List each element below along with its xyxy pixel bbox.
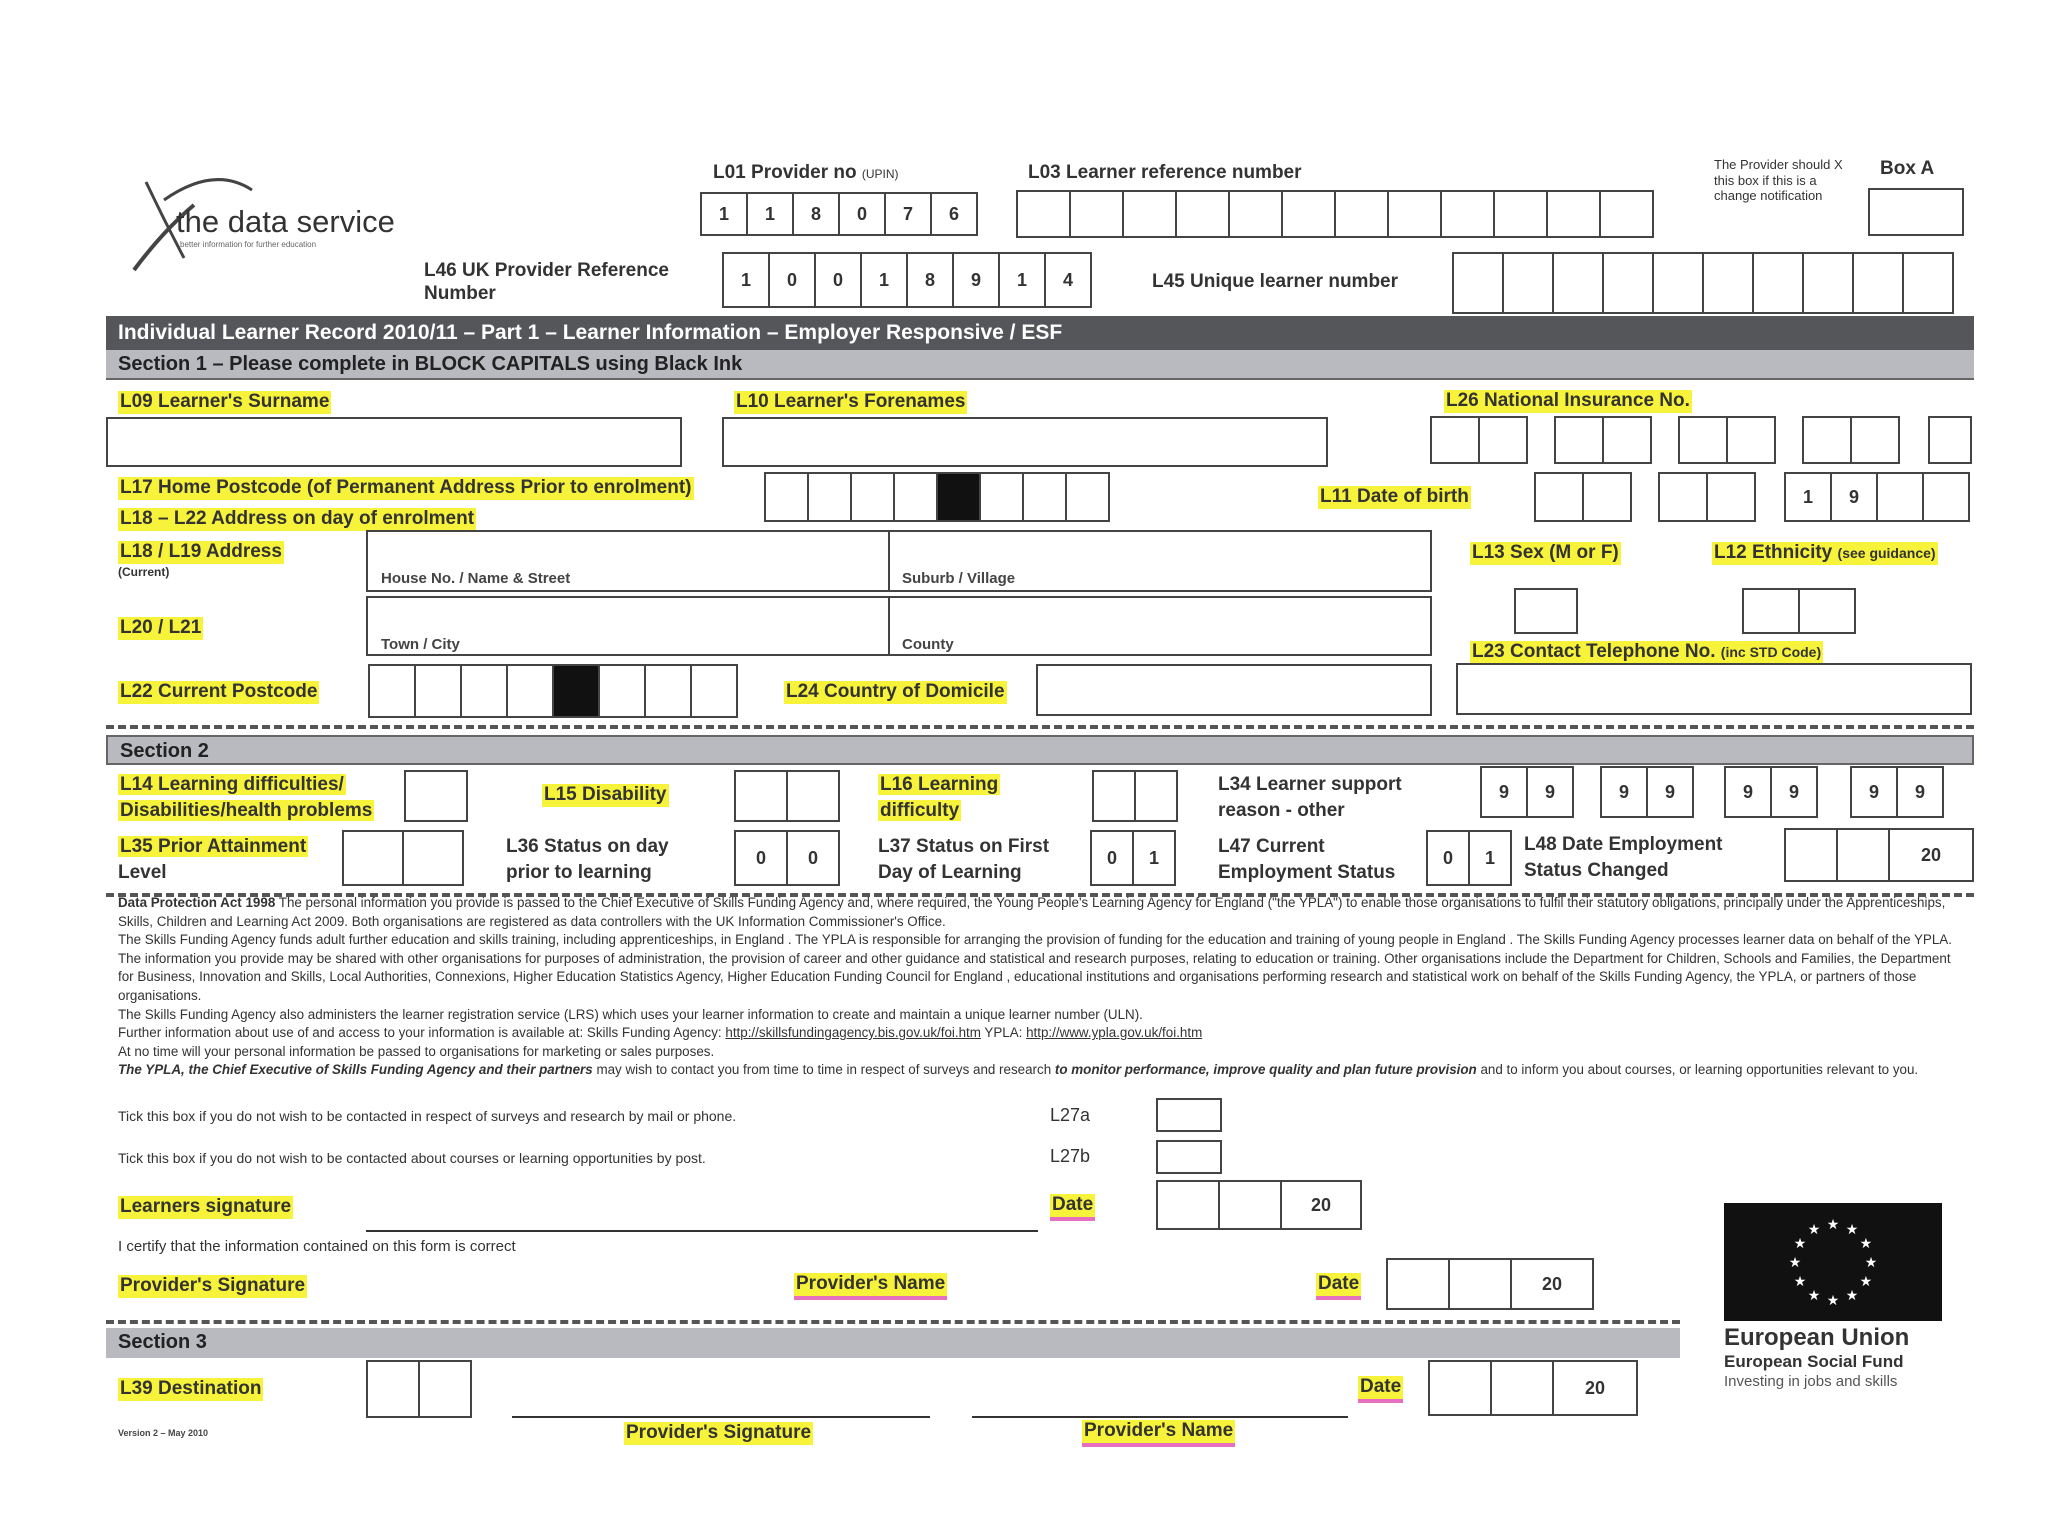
l46-label: L46 UK Provider Reference Number [424,260,669,304]
l27b-checkbox[interactable] [1156,1140,1222,1174]
l48-cell[interactable]: 20 [1888,828,1974,882]
l34d-cell[interactable]: 9 [1896,766,1944,818]
l34-boxes-4[interactable] [1850,766,1944,818]
l20-21-label: L20 / L21 [120,617,202,638]
eu-star: ★ [1845,1221,1859,1238]
ypla-foi-link[interactable]: http://www.ypla.gov.uk/foi.htm [1026,1025,1203,1041]
dp-para-1: Data Protection Act 1998 The personal information you provide is passed to the Chief Executive of Skills Funding Agency and, where required, the Young People's Learning Agency for England ("the YPLA") to enable those organisations to fulfil their statutory obligations, principally under the Apprenticeships, Skills, Children and Learning Act 2009. Both organisations are registered as data controllers with the UK Information Commissioner's Office. [118,895,1946,929]
l47-boxes[interactable] [1426,830,1512,886]
l03-learner-ref-boxes [1016,190,1654,238]
l39-label: L39 Destination [120,1378,262,1399]
l46-ukprn-boxes [722,252,1092,308]
l45-cell[interactable] [1802,252,1854,314]
l09-label: L09 Learner's Surname [120,391,330,412]
data-protection-text [118,894,1954,1080]
pc2-cell[interactable] [506,664,554,718]
l35-label: L35 Prior Attainment Level [118,836,307,883]
learner-date-label: Date [1050,1194,1095,1221]
l12-label: L12 Ethnicity (see guidance) [1714,542,1936,563]
dobyear-cell[interactable]: 9 [1830,472,1878,522]
l39-boxes[interactable] [366,1360,472,1418]
l37-label: L37 Status on First Day of Learning [878,836,1050,883]
sfa-foi-link[interactable]: http://skillsfundingagency.bis.gov.uk/foi.htm [725,1025,981,1041]
logo-text: the data service [176,204,395,239]
l03-label: L03 Learner reference number [1028,162,1302,183]
l47-cell[interactable]: 1 [1468,830,1512,886]
l48-date-boxes[interactable] [1784,828,1974,882]
section3-date-boxes[interactable]: 20 [1428,1360,1638,1416]
l01-cell[interactable]: 0 [838,192,886,236]
dp-further-info: Further information about use of and access to your information is available at: Skills Funding Agency: http://skillsfundingagency.bis.gov.uk/foi.htm YPLA: http://www.ypla.gov.uk/foi.htm [118,1025,1203,1041]
l14-input[interactable] [404,770,468,822]
dobyear-cell[interactable] [1876,472,1924,522]
l15-label: L15 Disability [544,784,667,805]
section3-date-label: Date [1358,1376,1403,1403]
l46-cell[interactable]: 4 [1044,252,1092,308]
current-postcode-boxes[interactable] [368,664,738,718]
eu-star: ★ [1793,1273,1807,1289]
pc1-cell[interactable] [807,472,852,522]
l46-cell[interactable]: 0 [768,252,816,308]
l47-label: L47 Current Employment Status [1218,836,1396,883]
dob-day-boxes[interactable] [1534,472,1632,522]
l34c-cell[interactable]: 9 [1724,766,1772,818]
l23-label: L23 Contact Telephone No. (inc STD Code) [1472,641,1822,662]
l34c-cell[interactable]: 9 [1770,766,1818,818]
tick2-text: Tick this box if you do not wish to be contacted about courses or learning opportunities by post. [118,1150,706,1166]
title-bar: Individual Learner Record 2010/11 – Part 1 – Learner Information – Employer Responsive / ESF [106,316,1974,350]
pc1-cell[interactable] [764,472,809,522]
learner-signature-label: Learners signature [120,1196,292,1217]
l45-cell[interactable] [1602,252,1654,314]
l36-boxes[interactable] [734,830,840,886]
pc2-cell[interactable] [460,664,508,718]
eu-star: ★ [1864,1254,1878,1270]
eu-stars-icon [1724,1203,1942,1321]
pc1-cell[interactable] [936,472,981,522]
l48-cell[interactable] [1836,828,1890,882]
eu-star: ★ [1845,1286,1859,1303]
l48-cell[interactable] [1784,828,1838,882]
l45-cell[interactable] [1502,252,1554,314]
eu-star: ★ [1788,1254,1802,1270]
eu-star: ★ [1826,1292,1840,1308]
l37-boxes[interactable] [1090,830,1176,886]
l17-label: L17 Home Postcode (of Permanent Address Prior to enrolment) [120,477,692,498]
eu-tagline: Investing in jobs and skills [1724,1373,1898,1390]
provider-date-boxes[interactable]: 20 [1386,1258,1594,1310]
divider-dash-1 [106,725,1974,729]
telephone-input[interactable] [1456,663,1972,715]
l36-cell[interactable]: 0 [786,830,840,886]
l03-cell[interactable] [1175,190,1230,238]
l36-label: L36 Status on day prior to learning [506,836,669,883]
ni-box-5[interactable] [1928,416,1972,464]
l46-cell[interactable]: 1 [998,252,1046,308]
surname-input[interactable] [106,417,682,467]
pc2-cell[interactable] [598,664,646,718]
l03-cell[interactable] [1546,190,1601,238]
l24-label: L24 Country of Domicile [786,681,1005,702]
pc1-cell[interactable] [850,472,895,522]
l03-cell[interactable] [1493,190,1548,238]
box-a-label: Box A [1880,158,1935,179]
dobyear-cell[interactable]: 1 [1784,472,1832,522]
l36-cell[interactable]: 0 [734,830,788,886]
l18-19-label: L18 / L19 Address [120,541,282,562]
l34b-cell[interactable]: 9 [1600,766,1648,818]
l34-label: L34 Learner support reason - other [1218,774,1402,821]
eu-star: ★ [1826,1216,1840,1232]
dp-para-2: The Skills Funding Agency funds adult further education and skills training, including apprenticeships, in England . The YPLA is responsible for arranging the provision of funding for the education and training of young people in England . The Skills Funding Agency processes learner data on behalf of the YPLA. The information you provide may be shared with other organisations for purposes of administration, the provision of career and other guidance and statistical and research purposes, relating to education or training. Other organisations include the Department for Children, Schools and Families, the Department for Business, Innovation and Skills, Local Authorities, Connexions, Higher Education Statistics Agency, Higher Education Funding Council for England , educational institutions and organisations performing research and statistical work on behalf of the Skills Funding Agency, the YPLA, or partners of those organisations. [118,932,1952,1003]
pc1-cell[interactable] [893,472,938,522]
l16-label: L16 Learning difficulty [880,774,999,821]
eu-star: ★ [1793,1235,1807,1251]
dp-contact-note: The YPLA, the Chief Executive of Skills Funding Agency and their partners may wish to contact you from time to time in respect of surveys and research to monitor performance, improve quality and plan future provision and to inform you about courses, or learning opportunities relevant to you. [118,1062,1919,1078]
learner-signature-line[interactable] [366,1230,1038,1232]
dob-month-boxes[interactable] [1658,472,1756,522]
l45-cell[interactable] [1852,252,1904,314]
version-text: Version 2 – May 2010 [118,1428,209,1438]
l45-cell[interactable] [1452,252,1504,314]
l37-cell[interactable]: 0 [1090,830,1134,886]
l01-cell[interactable]: 8 [792,192,840,236]
l03-cell[interactable] [1122,190,1177,238]
box-a-checkbox[interactable] [1868,188,1964,236]
l46-cell[interactable]: 9 [952,252,1000,308]
l03-cell[interactable] [1334,190,1389,238]
l03-cell[interactable] [1281,190,1336,238]
l45-cell[interactable] [1652,252,1704,314]
provider-date-label: Date [1316,1273,1361,1300]
l46-cell[interactable]: 1 [860,252,908,308]
section3-name-line[interactable] [972,1416,1348,1418]
eu-star: ★ [1807,1286,1821,1303]
l34d-cell[interactable]: 9 [1850,766,1898,818]
eu-star: ★ [1807,1221,1821,1238]
section3-provider-name-label: Provider's Name [1082,1420,1235,1447]
section1-bar: Section 1 – Please complete in BLOCK CAPITALS using Black Ink [106,350,1974,380]
l01-cell[interactable]: 1 [746,192,794,236]
l01-cell[interactable]: 1 [700,192,748,236]
pc2-cell[interactable] [644,664,692,718]
tick1-text: Tick this box if you do not wish to be contacted in respect of surveys and research by mail or phone. [118,1108,737,1124]
forenames-input[interactable] [722,417,1328,467]
l46-cell[interactable]: 8 [906,252,954,308]
l01-provider-no-boxes [700,192,978,236]
provider-signature-label: Provider's Signature [120,1275,306,1296]
l34a-cell[interactable]: 9 [1480,766,1528,818]
pc2-cell[interactable] [368,664,416,718]
pc1-cell[interactable] [1065,472,1110,522]
section3-bar: Section 3 [106,1328,1680,1358]
l48-label: L48 Date Employment Status Changed [1524,834,1723,881]
l34a-cell[interactable]: 9 [1526,766,1574,818]
town-hint: Town / City [381,636,460,653]
ni-boxes-4[interactable] [1802,416,1900,464]
l15-boxes[interactable] [734,770,840,822]
l45-cell[interactable] [1552,252,1604,314]
pc2-cell[interactable] [414,664,462,718]
l34-boxes-3[interactable] [1724,766,1818,818]
l03-cell[interactable] [1599,190,1654,238]
l16-boxes[interactable] [1092,770,1178,822]
dob-year-boxes[interactable] [1784,472,1970,522]
ethnicity-boxes[interactable] [1742,588,1856,634]
suburb-hint: Suburb / Village [902,570,1016,587]
l27b-label: L27b [1050,1146,1091,1166]
ni-boxes-1[interactable] [1430,416,1528,464]
dp-no-marketing: At no time will your personal information be passed to organisations for marketing or sales purposes. [118,1043,715,1059]
dobyear-cell[interactable] [1922,472,1970,522]
l45-label: L45 Unique learner number [1152,271,1399,292]
eu-star: ★ [1859,1235,1873,1251]
l46-cell[interactable]: 0 [814,252,862,308]
sex-input[interactable] [1514,588,1578,634]
dp-para-3: The Skills Funding Agency also administers the learner registration service (LRS) which uses your learner information to create and maintain a unique learner number (ULN). [118,1006,1143,1022]
pc1-cell[interactable] [979,472,1024,522]
pc2-cell[interactable] [552,664,600,718]
country-domicile-input[interactable] [1036,664,1432,716]
l34-boxes-1[interactable] [1480,766,1574,818]
l45-cell[interactable] [1752,252,1804,314]
l03-cell[interactable] [1228,190,1283,238]
l27a-checkbox[interactable] [1156,1098,1222,1132]
section3-signature-line[interactable] [512,1416,930,1418]
provider-change-note: The Provider should X this box if this is a change notification [1714,157,1843,204]
l03-cell[interactable] [1069,190,1124,238]
home-postcode-boxes[interactable] [764,472,1110,522]
certify-text: I certify that the information contained on this form is correct [118,1238,516,1255]
l37-cell[interactable]: 1 [1132,830,1176,886]
logo-tagline: better information for further education [180,240,317,249]
learner-date-boxes[interactable]: 20 [1156,1180,1362,1230]
data-service-logo [124,170,424,270]
pc1-cell[interactable] [1022,472,1067,522]
l03-cell[interactable] [1440,190,1495,238]
l45-cell[interactable] [1702,252,1754,314]
l01-label: L01 Provider no (UPIN) [713,162,899,183]
l03-cell[interactable] [1016,190,1071,238]
section3-provider-signature-label: Provider's Signature [626,1422,812,1443]
eu-subtitle: European Social Fund [1724,1352,1904,1371]
l22-label: L22 Current Postcode [120,681,318,702]
l34-boxes-2[interactable] [1600,766,1694,818]
l45-uln-boxes [1452,252,1954,314]
l35-boxes[interactable] [342,830,464,886]
county-input[interactable] [888,596,1432,656]
l01-cell[interactable]: 7 [884,192,932,236]
l13-label: L13 Sex (M or F) [1472,542,1619,563]
divider-dash-3 [106,1320,1680,1324]
l11-label: L11 Date of birth [1320,486,1469,507]
l27a-label: L27a [1050,1105,1091,1125]
l26-label: L26 National Insurance No. [1446,390,1690,411]
provider-name-label: Provider's Name [794,1273,947,1300]
l47-cell[interactable]: 0 [1426,830,1470,886]
eu-title: European Union [1724,1324,1910,1351]
section2-bar: Section 2 [106,735,1974,765]
l34b-cell[interactable]: 9 [1646,766,1694,818]
l01-cell[interactable]: 6 [930,192,978,236]
house-street-hint: House No. / Name & Street [381,570,571,587]
current-note: (Current) [118,565,170,579]
l46-cell[interactable]: 1 [722,252,770,308]
l03-cell[interactable] [1387,190,1442,238]
l45-cell[interactable] [1902,252,1954,314]
ni-boxes-3[interactable] [1678,416,1776,464]
ni-boxes-2[interactable] [1554,416,1652,464]
eu-flag-icon [1724,1203,1942,1321]
l14-label: L14 Learning difficulties/ Disabilities/health problems [120,774,373,821]
pc2-cell[interactable] [690,664,738,718]
l10-label: L10 Learner's Forenames [736,391,966,412]
county-hint: County [902,636,954,653]
eu-star: ★ [1859,1273,1873,1289]
l18-22-label: L18 – L22 Address on day of enrolment [120,508,475,529]
